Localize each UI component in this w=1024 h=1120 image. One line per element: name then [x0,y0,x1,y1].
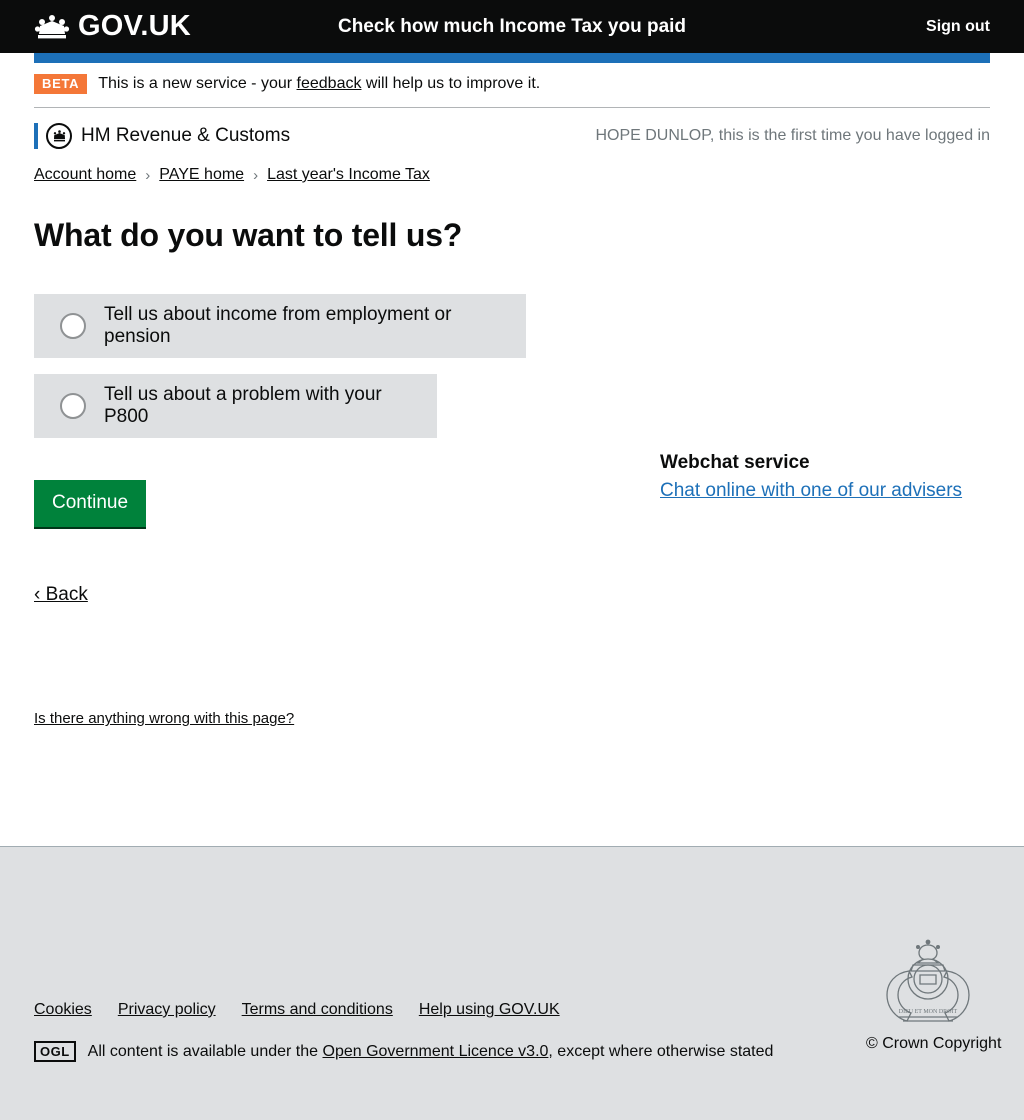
global-footer [0,846,1024,1120]
page-title: What do you want to tell us? [34,217,463,253]
global-header [0,0,1024,53]
royal-crest [866,929,1002,1053]
breadcrumb-item-paye-home[interactable]: PAYE home [159,166,245,183]
breadcrumb-item-account-home[interactable]: Account home [34,166,137,183]
primary-column [34,184,660,728]
hmrc-name: HM Revenue & Customs [81,125,291,146]
radio-option-problem-with-p800[interactable] [34,374,437,438]
ogl-badge: OGL [34,1041,76,1062]
breadcrumb-separator-icon: › [145,166,151,184]
breadcrumb-separator-icon: › [253,166,259,184]
feedback-link[interactable]: feedback [296,75,362,92]
crown-copyright-text: © Crown Copyright [866,1035,1002,1052]
webchat-heading: Webchat service [660,452,810,473]
brand-text: GOV.UK [78,10,191,42]
sign-out-link[interactable]: Sign out [926,17,990,35]
footer-link-help-using-govuk[interactable]: Help using GOV.UK [418,1001,560,1018]
open-government-licence-link[interactable]: Open Government Licence v3.0 [322,1042,549,1060]
licence-text [88,1043,774,1061]
radio-option-label: Tell us about income from employment or pension [104,304,452,348]
main-content [34,184,990,728]
licence-statement [34,1041,773,1062]
footer-link-privacy-policy[interactable]: Privacy policy [117,1001,216,1018]
govuk-home-link[interactable] [34,12,191,41]
phase-banner-text [98,75,540,93]
breadcrumb [34,166,990,184]
crown-icon [34,13,70,41]
secondary-column [660,184,990,728]
phase-text-before: This is a new service - your [98,75,293,92]
login-status-text: HOPE DUNLOP, this is the first time you have logged in [595,127,990,144]
beta-badge: BETA [34,74,87,94]
hmrc-identity [34,123,290,149]
footer-link-terms-and-conditions[interactable]: Terms and conditions [241,1001,393,1018]
phase-banner [34,63,990,108]
radio-button-icon[interactable] [60,393,86,419]
report-problem-link[interactable]: Is there anything wrong with this page? [34,710,295,728]
breadcrumb-item-last-years-income-tax[interactable]: Last year's Income Tax [267,166,430,183]
radio-group [34,294,660,438]
licence-text-after: , except where otherwise stated [548,1042,774,1060]
radio-button-icon[interactable] [60,313,86,339]
phase-text-after: will help us to improve it. [365,75,541,92]
footer-link-cookies[interactable]: Cookies [34,1001,92,1018]
continue-button[interactable]: Continue [34,480,146,529]
royal-crest-icon [866,929,990,1025]
svg-text:DIEU ET MON DROIT: DIEU ET MON DROIT [898,1009,958,1015]
webchat-link[interactable]: Chat online with one of our advisers [660,480,963,501]
licence-text-before: All content is available under the [87,1042,319,1060]
radio-option-income-employment-pension[interactable] [34,294,526,358]
hmrc-crown-icon [46,123,72,149]
service-title: Check how much Income Tax you paid [337,15,687,37]
back-link[interactable]: ‹ Back [34,584,88,606]
hmrc-banner [34,122,990,150]
radio-option-label: Tell us about a problem with your P800 [104,384,382,428]
blue-accent-bar [34,53,990,63]
footer-links [34,1001,560,1019]
